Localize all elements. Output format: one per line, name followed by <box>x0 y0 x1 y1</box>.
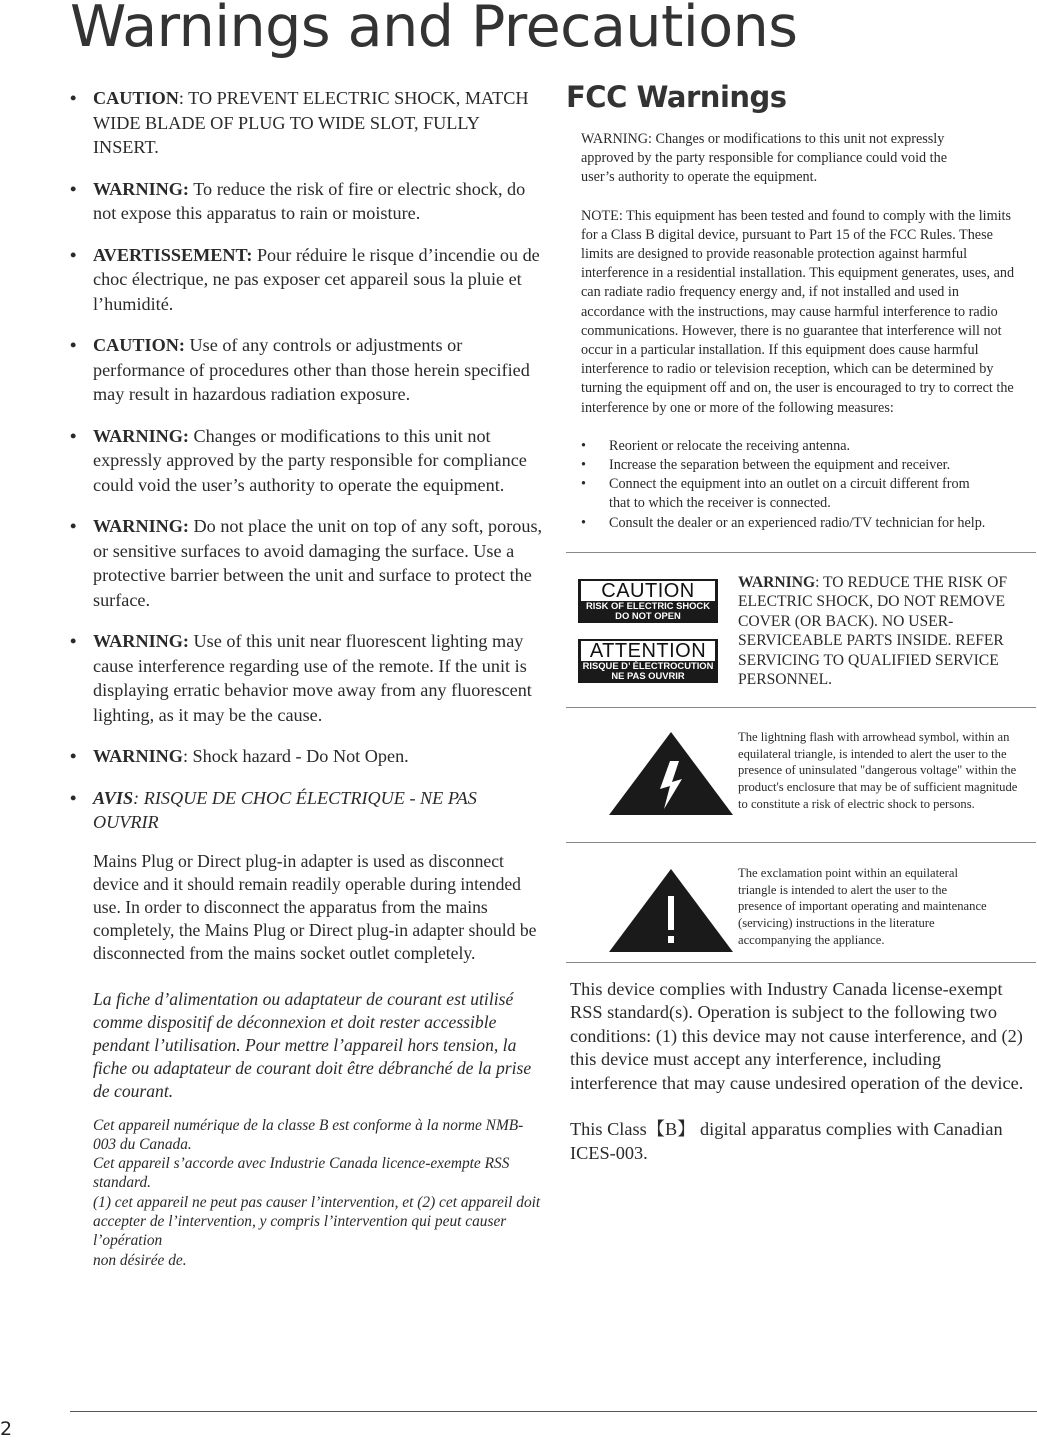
fcc-note: NOTE: This equipment has been tested and found to comply with the limits for a Class B digital device, pursuant to Part 15 of the FCC Rules. These limits are designed to provide reasonable protection against harmful interference in a residential installation. This equipment generates, uses, and can radiate radio frequency energy and, if not installed and used in accordance with the instructions, may cause harmful interference to radio communications. However, there is no guarantee that interference will not occur in a particular installation. If this equipment does cause harmful interference to radio or television reception, which can be determined by turning the equipment off and on, the user is encouraged to try to correct the interference by one or more of the following measures: <box>581 207 1015 416</box>
warning-item <box>70 744 545 769</box>
bullet: • <box>581 437 586 454</box>
item-text: Changes or modifications to this unit not expressly approved by the party responsible for compliance could void the user’s authority to operate the equipment. <box>93 425 527 495</box>
canada-line: non désirée de. <box>93 1251 187 1269</box>
avis-text: : RISQUE DE CHOC ÉLECTRIQUE - NE PAS OUVRIR <box>93 787 477 832</box>
caution-line: DO NOT OPEN <box>615 609 681 621</box>
warning-item <box>70 333 545 407</box>
mains-plug-paragraph: Mains Plug or Direct plug-in adapter is used as disconnect device and it should remain readily operable during intended use. In order to disconnect the apparatus from the mains completely, the Mains Plug or Direct plug-in adapter should be disconnected from the mains socket outlet completely. <box>93 850 537 963</box>
attention-heading: ATTENTION <box>581 641 715 661</box>
caution-heading: CAUTION <box>581 581 715 601</box>
item-text: Use of any controls or adjustments or performance of procedures other than those herein specified may result in hazardous radiation exposure. <box>93 335 530 404</box>
warning-item <box>70 514 545 612</box>
warning-item <box>70 629 545 727</box>
measure-text: Consult the dealer or an experienced radio/TV technician for help. <box>609 514 986 531</box>
bullet: • <box>70 746 77 766</box>
list-item <box>581 475 989 513</box>
item-label: AVERTISSEMENT: <box>93 244 253 265</box>
exclamation-description: The exclamation point within an equilateral triangle is intended to alert the user to the presence of important operating and maintenance (servicing) instructions in the literature accompanying the appliance. <box>738 865 987 948</box>
canada-line: Cet appareil s’accorde avec Industrie Canada licence-exempte RSS standard. <box>93 1155 510 1192</box>
caution-line: RISK OF ELECTRIC SHOCK <box>586 599 710 611</box>
measure-text: Connect the equipment into an outlet on a circuit different from that to which the receiver is connected. <box>609 476 970 512</box>
item-text: Use of this unit near fluorescent lighting may cause interference regarding use of the remote. If the unit is displaying erratic behavior move away from any fluorescent lighting, as it may be the cause. <box>93 631 532 725</box>
fcc-title: FCC Warnings <box>566 80 787 114</box>
exclamation-symbol-row <box>566 843 1036 962</box>
item-label: WARNING: <box>93 631 189 651</box>
shock-warning-text <box>738 573 1028 690</box>
ic-statement: This device complies with Industry Canada license-exempt RSS standard(s). Operation is subject to the following two conditions: (1) this device may not cause interference, and (2) this device must accept any interference, including interference that may cause undesired operation of the device. <box>570 978 1024 1093</box>
fcc-warning: WARNING: Changes or modifications to this unit not expressly approved by the party responsible for compliance could void the user’s authority to operate the equipment. <box>581 131 948 186</box>
bullet: • <box>70 178 77 199</box>
attention-line: NE PAS OUVRIR <box>611 669 685 681</box>
footer-rule <box>70 1411 1037 1412</box>
lightning-description: The lightning flash with arrowhead symbol, within an equilateral triangle, is intended to alert the user to the presence of uninsulated "dangerous voltage" within the product's enclosure that may be of sufficient magnitude to constitute a risk of electric shock to persons. <box>738 729 1018 812</box>
bullet: • <box>70 787 77 808</box>
lightning-symbol-row <box>566 708 1036 842</box>
item-label: CAUTION: <box>93 335 185 355</box>
page-title: Warnings and Precautions <box>70 0 798 60</box>
item-label: CAUTION <box>93 88 179 108</box>
avis-item <box>70 786 545 835</box>
canada-line: accepter de l’intervention, y compris l’intervention qui peut causer l’opération <box>93 1212 507 1250</box>
attention-line: RISQUE D’ ÉLECTROCUTION <box>582 659 714 671</box>
item-text: Do not place the unit on top of any soft, porous, or sensitive surfaces to avoid damaging the surface. Use a protective barrier between the unit and surface to protect the surface. <box>93 516 543 610</box>
page-number: 2 <box>0 1418 13 1440</box>
item-text: : TO PREVENT ELECTRIC SHOCK, MATCH WIDE BLADE OF PLUG TO WIDE SLOT, FULLY INSERT. <box>93 88 529 157</box>
bullet: • <box>581 476 586 493</box>
item-label: WARNING: <box>93 516 189 536</box>
fiche-paragraph: La fiche d’alimentation ou adaptateur de courant est utilisé comme dispositif de déconnexion et doit rester accessible pendant l’utilisation. Pour mettre l’appareil hors tension, la fiche ou adaptateur de courant doit être débranché de la prise de courant. <box>93 988 532 1101</box>
item-text: : Shock hazard - Do Not Open. <box>182 746 409 766</box>
warning-item <box>70 243 545 317</box>
item-label: WARNING: <box>93 425 189 446</box>
divider <box>566 962 1036 963</box>
warnings-column <box>70 86 545 1270</box>
industry-canada-section <box>566 978 1032 1166</box>
warning-item <box>70 424 545 498</box>
bullet: • <box>70 425 77 446</box>
list-item <box>581 514 1036 533</box>
measure-text: Increase the separation between the equipment and receiver. <box>609 457 951 474</box>
canada-line: Cet appareil numérique de la classe B est conforme à la norme NMB-003 du Canada. <box>93 1116 524 1153</box>
fcc-measures <box>581 437 1036 533</box>
list-item <box>581 456 1036 475</box>
bullet: • <box>70 244 77 265</box>
caution-label-row <box>566 553 1036 707</box>
caution-label <box>578 579 718 623</box>
canada-french-notice <box>70 1116 545 1270</box>
avis-label: AVIS <box>93 787 134 808</box>
bullet: • <box>70 516 77 536</box>
item-label: WARNING <box>93 746 183 766</box>
lightning-triangle-icon <box>606 729 736 817</box>
shock-warning-body: : TO REDUCE THE RISK OF ELECTRIC SHOCK, DO NOT REMOVE COVER (OR BACK). NO USER-SERVICEABLE PARTS INSIDE. REFER SERVICING TO QUALIFIED SERVICE PERSONNEL. <box>738 573 1008 689</box>
ices-statement: This Class【B】 digital apparatus complies with Canadian ICES-003. <box>570 1119 1003 1163</box>
warning-item <box>70 177 545 226</box>
exclamation-triangle-icon <box>606 866 736 954</box>
bullet: • <box>70 631 77 651</box>
item-text: Pour réduire le risque d’incendie ou de choc électrique, ne pas exposer cet appareil sous la pluie et l’humidité. <box>93 244 540 314</box>
attention-label <box>578 639 718 683</box>
bullet: • <box>70 88 77 108</box>
item-text: To reduce the risk of fire or electric shock, do not expose this apparatus to rain or moisture. <box>93 178 526 223</box>
warning-item <box>70 86 545 160</box>
measure-text: Reorient or relocate the receiving antenna. <box>609 437 851 454</box>
bullet: • <box>70 335 77 355</box>
bullet: • <box>581 457 586 474</box>
canada-line: (1) cet appareil ne peut pas causer l’intervention, et (2) cet appareil doit <box>93 1193 541 1211</box>
shock-warning-label: WARNING <box>738 573 816 591</box>
item-label: WARNING: <box>93 178 189 199</box>
fcc-column <box>566 80 1036 1188</box>
list-item <box>581 437 1036 456</box>
bullet: • <box>581 514 586 531</box>
fcc-body <box>566 130 1036 533</box>
